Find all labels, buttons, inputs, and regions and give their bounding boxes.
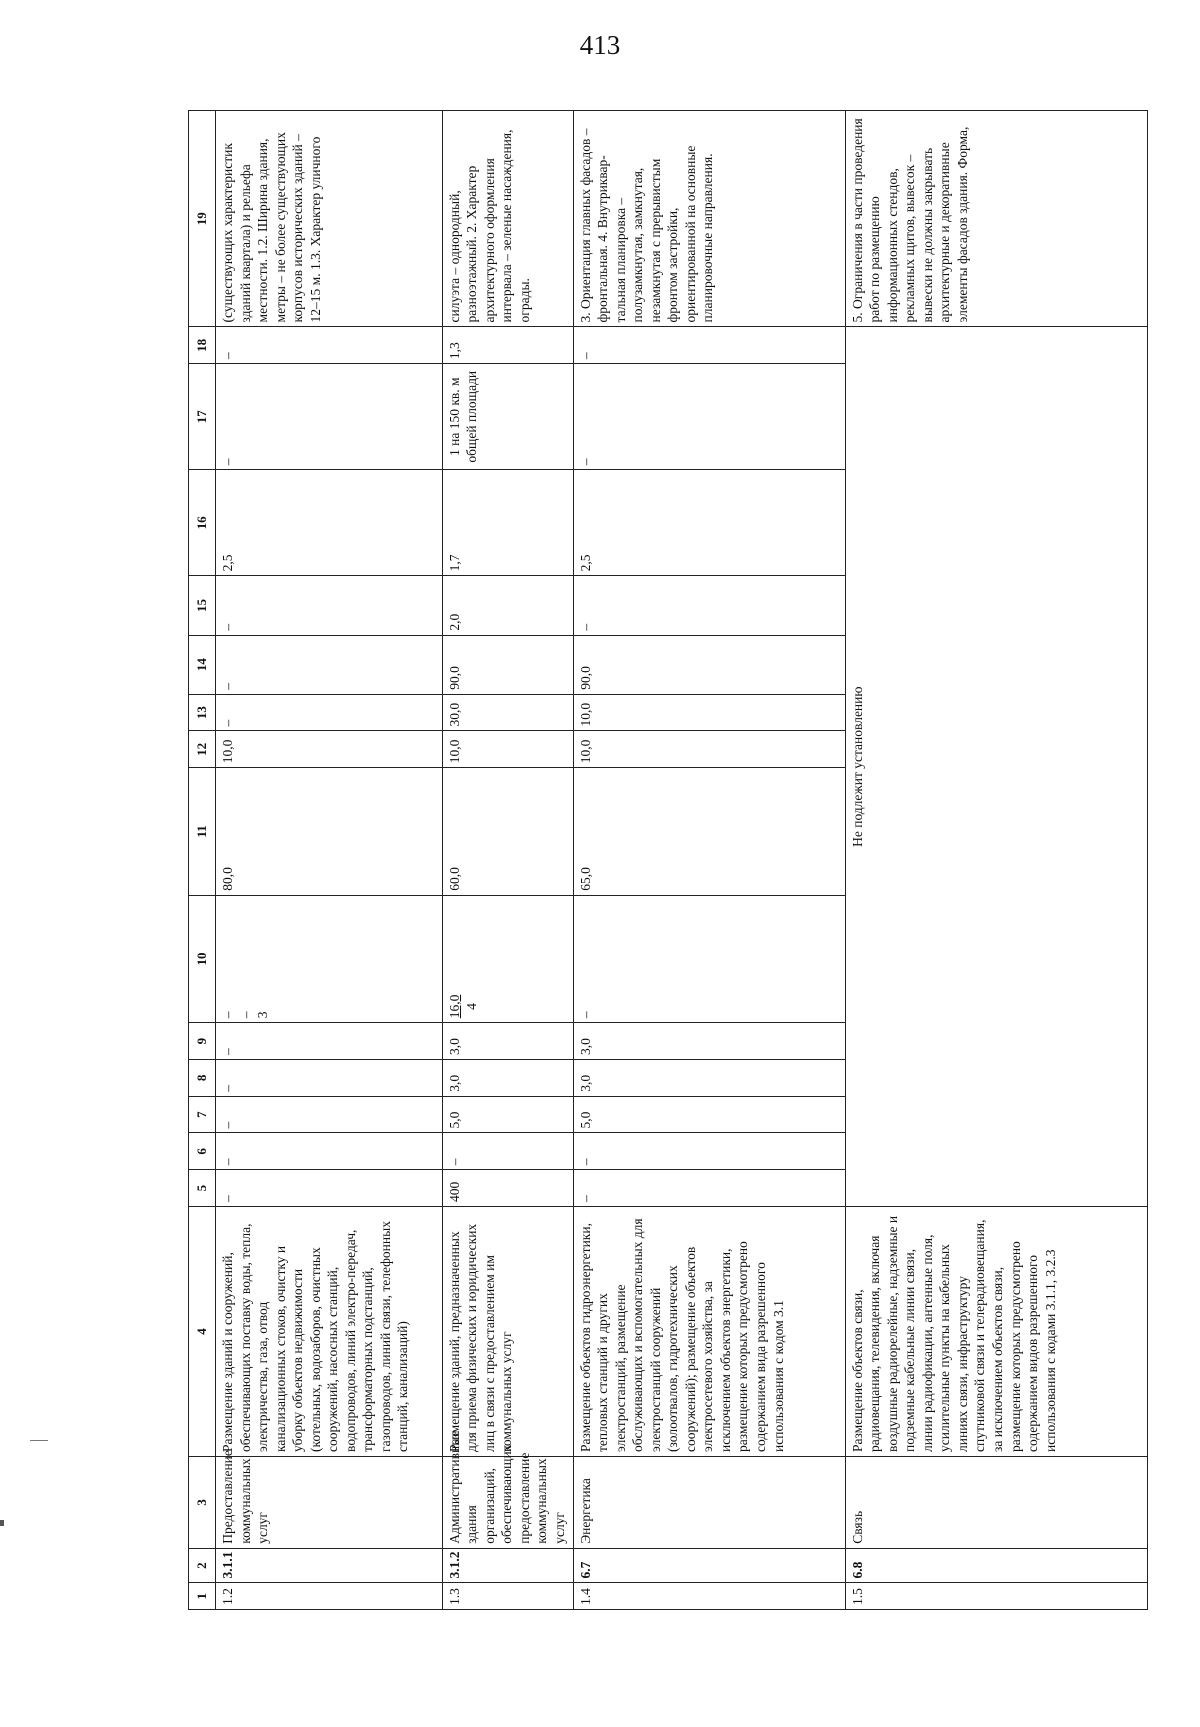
fraction-bottom: 4	[464, 1003, 480, 1010]
cell-c13: 10,0	[573, 694, 845, 731]
fraction	[446, 995, 481, 1019]
use-code: 3.1.1	[216, 1548, 443, 1583]
use-name: Связь	[845, 1456, 1147, 1548]
row-number: 1.3	[442, 1583, 573, 1610]
cell-c15: –	[216, 576, 443, 635]
use-description: Размещение объектов связи, радиовещания, телевидения, включая воздушные радиорелейные, надземные и подземные кабельные линии связи, линии радиофикации, антенные поля, усилительные пункты на кабельных линиях связи, инфраструктуру спутниковой связи и телерадиовещания, за исключением объектов связи, размещение которых предусмотрено содержанием видов разрешенного использования с кодами 3.1.1, 3.2.3	[845, 1206, 1147, 1456]
cell-c15: 2,0	[442, 576, 573, 635]
scan-artifact	[0, 1520, 4, 1526]
cell-c16: 2,5	[573, 470, 845, 576]
cell-c16: 1,7	[442, 470, 573, 576]
use-description: Размещение зданий, предназначенных для приема физических и юридических лиц в связи с предоставлением им коммунальных услуг	[442, 1206, 573, 1456]
table-row	[216, 111, 443, 1610]
notes-cell: силуэта – однородный, разноэтажный. 2. Характер архитектурного оформления интервала – зеленые насаждения, ограды.	[442, 111, 573, 327]
c10-line: 3	[255, 1011, 271, 1019]
cell-c7: –	[216, 1096, 443, 1133]
col-header: 1	[189, 1583, 216, 1610]
cell-c18: 1,3	[442, 327, 573, 364]
not-applicable-cell: Не подлежит установлению	[845, 327, 1147, 1207]
rotated-table-wrapper	[188, 110, 1148, 1610]
col-header: 13	[189, 694, 216, 731]
cell-c8: 3,0	[442, 1060, 573, 1097]
cell-c15: –	[573, 576, 845, 635]
notes-cell: 3. Ориентация главных фасадов – фронтальная. 4. Внутриквар-тальная планировка – полузамкнутая, замкнутая, незамкнутая с прерывистым фронтом застройки, ориентированной на основные планировочные направления.	[573, 111, 845, 327]
cell-c6: –	[442, 1133, 573, 1170]
cell-c13: –	[216, 694, 443, 731]
cell-c7: 5,0	[442, 1096, 573, 1133]
row-number: 1.5	[845, 1583, 1147, 1610]
cell-c17: –	[216, 364, 443, 470]
cell-c17: –	[573, 364, 845, 470]
cell-c18: –	[573, 327, 845, 364]
cell-c10: –	[573, 895, 845, 1023]
col-header: 11	[189, 768, 216, 896]
cell-c12: 10,0	[216, 731, 443, 768]
cell-c5: –	[573, 1170, 845, 1207]
use-name: Административные здания организаций, обеспечивающих предоставление коммунальных услуг	[442, 1456, 573, 1548]
col-header: 10	[189, 895, 216, 1023]
regulations-table	[188, 110, 1148, 1610]
cell-c11: 80,0	[216, 768, 443, 896]
notes-cell: (существующих характеристик зданий квартала) и рельефа местности. 1.2. Ширина здания, метры – не более существующих корпусов исторических зданий – 12–15 м. 1.3. Характер уличного	[216, 111, 443, 327]
cell-c9: 3,0	[442, 1023, 573, 1060]
cell-c14: 90,0	[573, 635, 845, 694]
col-header: 9	[189, 1023, 216, 1060]
cell-c14: 90,0	[442, 635, 573, 694]
col-header: 3	[189, 1456, 216, 1548]
cell-c8: –	[216, 1060, 443, 1097]
cell-c16: 2,5	[216, 470, 443, 576]
table-row	[442, 111, 573, 1610]
cell-c18: –	[216, 327, 443, 364]
fraction-top: 16,0	[446, 994, 462, 1019]
cell-c13: 30,0	[442, 694, 573, 731]
col-header: 19	[189, 111, 216, 327]
cell-c9: 3,0	[573, 1023, 845, 1060]
col-header: 4	[189, 1206, 216, 1456]
col-header: 12	[189, 731, 216, 768]
col-header: 15	[189, 576, 216, 635]
cell-c10	[216, 895, 443, 1023]
row-number: 1.2	[216, 1583, 443, 1610]
use-code: 6.7	[573, 1548, 845, 1583]
cell-c14: –	[216, 635, 443, 694]
cell-c7: 5,0	[573, 1096, 845, 1133]
cell-c12: 10,0	[442, 731, 573, 768]
scan-artifact	[30, 1440, 48, 1441]
cell-c5: –	[216, 1170, 443, 1207]
use-name: Предоставление коммунальных услуг	[216, 1456, 443, 1548]
c10-line: –	[237, 1011, 253, 1019]
notes-cell: 5. Ограничения в части проведения работ по размещению информационных стендов, рекламных щитов, вывесок – вывески не должны закрывать архитектурные и декоративные элементы фасадов здания. Форма,	[845, 111, 1147, 327]
cell-c5: 400	[442, 1170, 573, 1207]
cell-c11: 60,0	[442, 768, 573, 896]
col-header: 2	[189, 1548, 216, 1583]
header-row	[189, 111, 216, 1610]
cell-c12: 10,0	[573, 731, 845, 768]
col-header: 8	[189, 1060, 216, 1097]
row-number: 1.4	[573, 1583, 845, 1610]
use-description: Размещение объектов гидроэнергетики, тепловых станций и других электростанций, размещение обслуживающих и вспомогательных для электростанций сооружений (золоотвалов, гидротехнических сооружений); размещение объектов электросетевого хозяйства, за исключением объектов энергетики, размещение которых предусмотрено содержанием вида разрешенного использования с кодом 3.1	[573, 1206, 845, 1456]
col-header: 14	[189, 635, 216, 694]
col-header: 16	[189, 470, 216, 576]
cell-c11: 65,0	[573, 768, 845, 896]
use-description: Размещение зданий и сооружений, обеспечивающих поставку воды, тепла, электричества, газа, отвод канализационных стоков, очистку и уборку объектов недвижимости (котельных, водозаборов, очистных сооружений, насосных станций, водопроводов, линий электро-передач, трансформаторных подстанций, газопроводов, линий связи, телефонных станций, канализаций)	[216, 1206, 443, 1456]
table-row	[845, 111, 1147, 1610]
cell-c17: 1 на 150 кв. м общей площади	[442, 364, 573, 470]
col-header: 18	[189, 327, 216, 364]
col-header: 6	[189, 1133, 216, 1170]
cell-c9: –	[216, 1023, 443, 1060]
table-row	[573, 111, 845, 1610]
use-name: Энергетика	[573, 1456, 845, 1548]
c10-line: –	[220, 1011, 235, 1019]
col-header: 5	[189, 1170, 216, 1207]
cell-c10	[442, 895, 573, 1023]
cell-c6: –	[216, 1133, 443, 1170]
col-header: 17	[189, 364, 216, 470]
page-number: 413	[579, 30, 621, 60]
col-header: 7	[189, 1096, 216, 1133]
use-code: 3.1.2	[442, 1548, 573, 1583]
cell-c6: –	[573, 1133, 845, 1170]
cell-c8: 3,0	[573, 1060, 845, 1097]
use-code: 6.8	[845, 1548, 1147, 1583]
